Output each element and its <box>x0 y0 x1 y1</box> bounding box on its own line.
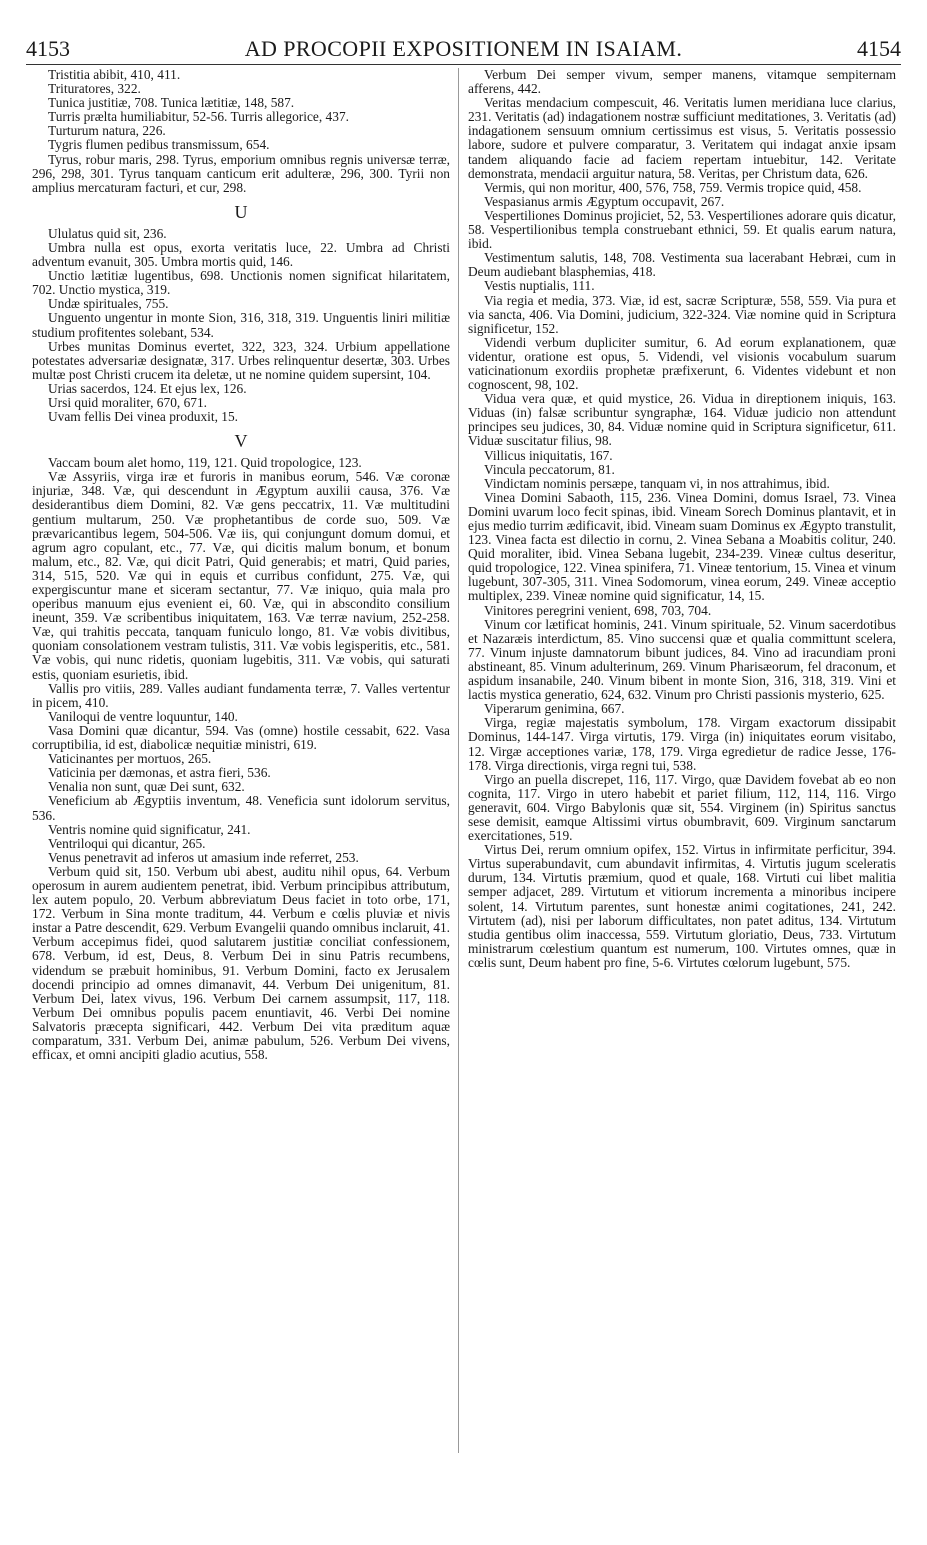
index-entry: Tyrus, robur maris, 298. Tyrus, emporium omnibus regnis universæ terræ, 296, 298, 301. Tyrus tanquam canticum erit adulteræ, 296, 300. Tyrii non amplius mercaturam facturi, et cur, 298. <box>32 151 450 195</box>
index-entry: Unguento ungentur in monte Sion, 316, 318, 319. Unguentis liniri militiæ studium profitentes solebant, 534. <box>32 310 450 340</box>
index-entry: Turturum natura, 226. <box>48 123 166 139</box>
index-entry: Vinea Domini Sabaoth, 115, 236. Vinea Domini, domus Israel, 73. Vinea Domini uvarum loco fecit spinas, ibid. Vineam Sorech Dominus plantavit, et in ejus medio turrim ædificavit, ibid. Vineam suam Dominus ex Ægypto transtulit, 123. Vinea facta est dilectio in cornu, 2. Vinea Sebana a Moabitis colitur, 240. Quid moraliter, ibid. Vinea Sebana lugebit, 234-239. Vineæ cultus deseritur, quid tropologice, 122. Vinea spinifera, 71. Vineæ tentorium, 15. Vinea et vinum lugebunt, 307-305, 311. Vinea Sodomorum, vinea eorum, 249. Vineæ acceptio multiplex, 239. Vineæ nomine quid significatur, 14, 15. <box>468 489 896 604</box>
index-entry: Vespertiliones Dominus projiciet, 52, 53. Vespertiliones adorare quis dicatur, 58. Vespertilionibus templa construebant ethnici, 59. Et qualis earum natura, ibid. <box>468 207 896 252</box>
index-entry: Væ Assyriis, virga iræ et furoris in manibus eorum, 546. Væ coronæ injuriæ, 348. Væ, qui descendunt in Ægyptum auxilii causa, 376. Væ desiderantibus diem Domini, 82. Væ gens peccatrix, 11. Væ multitudini gentium multarum, 250. Væ prophetantibus de corde suo, 509. Væ prævaricantibus legem, 504-506. Væ iis, qui conjungunt domum domui, et agrum agro copulant, etc., 77. Væ, qui dicitis malum bonum, et bonum malum, etc., 82. Væ, qui dicit Patri, Quid generabis; et matri, Quid paries, 314, 515, 520. Væ qui in equis et curribus confidunt, 275. Væ, qui expergiscuntur mane et siceram sectantur, 77. Væ iniquo, quia mala pro operibus manuum ejus evenient ei, 60. Væ, qui in abscondito consilium ineunt, 359. Væ scribentibus iniquitatem, 163. Væ terræ navium, 252-258. Væ, qui trahitis peccata, tanquam funiculo longo, 81. Væ vobis divitibus, quoniam consolationem vestram tulistis, 311. Væ vobis legisperitis, etc., 581. Væ vobis, qui nunc ridetis, quoniam lugebitis, 311. Væ vobis, qui saturati estis, quoniam esurietis, ibid. <box>32 469 450 682</box>
index-entry: Vaticinantes per mortuos, 265. <box>48 751 212 767</box>
index-entry: Turris prælta humiliabitur, 52-56. Turris allegorice, 437. <box>48 109 349 125</box>
index-entry: Vasa Domini quæ dicantur, 594. Vas (omne) hostile cessabit, 622. Vasa corruptibilia, id est, diabolicæ nequitiæ ministri, 619. <box>32 722 450 753</box>
index-entry: Vallis pro vitiis, 289. Valles audiant fundamenta terræ, 7. Valles vertentur in picem, 410. <box>32 680 450 710</box>
header-rule <box>26 64 901 65</box>
index-entry: Vinum cor lætificat hominis, 241. Vinum spirituale, 52. Vinum sacerdotibus et Nazaræis interdictum, 85. Vino succensi quæ et qualia committunt scelera, 77. Vinum injuste damnatorum bibunt judices, 84. Vino ad iracundiam proni abstineant, 85. Vinum adulterinum, 269. Vinum Pharisæorum, fel draconum, et aspidum insanabile, 240. Vinum bibent in monte Sion, 316, 318, 319. Vini et lactis mystica generatio, 624, 632. Vinum pro Christi passionis mysterio, 625. <box>468 616 896 703</box>
index-entry: Ursi quid moraliter, 670, 671. <box>48 394 208 410</box>
section-letter-v: V <box>234 431 248 452</box>
index-entry: Via regia et media, 373. Viæ, id est, sacræ Scripturæ, 558, 559. Via pura et via sancta, 406. Via Domini, judicium, 322-324. Viæ nomine quid in Scriptura significetur, 152. <box>468 292 896 336</box>
index-entry: Videndi verbum dupliciter sumitur, 6. Ad eorum explanationem, quæ videntur, oratione est opus, 5. Videndi, vel visionis vocabulum suarum vaticinationum exordiis prophetæ præfixerunt, 6. Videntes videbunt et non cognoscent, 98, 102. <box>468 334 896 393</box>
section-letter-u: U <box>234 201 248 222</box>
index-entry: Vaniloqui de ventre loquuntur, 140. <box>48 708 238 724</box>
column-number-right: 4154 <box>857 36 901 61</box>
index-entry: Undæ spirituales, 755. <box>48 296 169 312</box>
index-entry: Tygris flumen pedibus transmissum, 654. <box>48 137 270 153</box>
index-entry: Tunica justitiæ, 708. Tunica lætitiæ, 148, 587. <box>48 95 295 111</box>
right-column <box>468 68 896 970</box>
index-entry: Vestimentum salutis, 148, 708. Vestimenta sua lacerabant Hebræi, cum in Deum audiebant blasphemias, 418. <box>468 250 896 280</box>
index-entry: Tristitia abibit, 410, 411. <box>48 67 181 82</box>
index-entry: Verbum Dei semper vivum, semper manens, vitamque sempiternam afferens, 442. <box>468 67 896 97</box>
index-entry: Vestis nuptialis, 111. <box>484 278 595 294</box>
entries-t <box>32 68 450 195</box>
index-entry: Ululatus quid sit, 236. <box>48 225 167 241</box>
index-entry: Umbra nulla est opus, exorta veritatis luce, 22. Umbra ad Christi adventum evanuit, 305. Umbra mortis quid, 146. <box>32 239 450 270</box>
index-entry: Venus penetravit ad inferos ut amasium inde referret, 253. <box>48 849 359 865</box>
index-entry: Veneficium ab Ægyptiis inventum, 48. Veneficia sunt idolorum servitus, 536. <box>32 793 450 823</box>
page-title: AD PROCOPII EXPOSITIONEM IN ISAIAM. <box>244 36 683 61</box>
column-number-left: 4153 <box>26 36 70 61</box>
index-entry: Vidua vera quæ, et quid mystice, 26. Vidua in direptionem iniquis, 163. Viduas (in) falsæ scribuntur syngraphæ, 164. Viduæ judicio non attendunt principes seu judices, 30, 84. Viduæ nomine quid in Scriptura significetur, 611. Viduæ suscitatur filius, 98. <box>468 391 896 449</box>
index-entry: Veritas mendacium compescuit, 46. Veritatis lumen meridiana luce clarius, 231. Veritatis (ad) indagationem nostræ sufficiunt meditationes, 3. Veritatis (ad) indagationem sensuum omnium certissimus est visus, 5. Veritatis possessio labore, sudore et pulvere comparatur, 3. Veritatem qui indagat anxie ipsam tandem aliquando facie ad faciem repertam intuebitur, 142. Veritate demonstrata, mendacii arguitur natura, 58. Veritas, per Christum data, 626. <box>468 95 896 181</box>
index-entry: Urbes munitas Dominus evertet, 322, 323, 324. Urbium appellatione potestates adversariæ designatæ, 317. Urbes relinquentur desertæ, 303. Urbes multæ post Christi crucem ita deletæ, ut ne nomine quidem supersint, 104. <box>32 338 450 382</box>
index-entry: Villicus iniquitatis, 167. <box>484 447 613 463</box>
index-entry: Virtus Dei, rerum omnium opifex, 152. Virtus in infirmitate perficitur, 394. Virtus superabundavit, cum abundavit infirmitas, 4. Virtutis jugum sceleratis durum, 134. Virtutis præmium, quod et quale, 168. Virtuti cui libet malitia semper adjacet, 289. Virtutum et vitiorum incrementa a minoribus incipere solent, 14. Virtutum parentes, sunt honestæ animi cogitationes, 241, 242. Virtutem (ad), nisi per laborum difficultates, non patet aditus, 134. Virtutum studia gentibus olim inaccessa, 559. Virtutum gloriatio, Deus, 733. Virtutum ministrarum cœlestium quantum est numerum, 100. Virtutes omnes, quæ in cœlis sunt, Deum habent pro fine, 5-6. Virtutes cœlorum lugebunt, 575. <box>468 842 896 970</box>
index-entry: Ventriloqui qui dicantur, 265. <box>48 835 206 851</box>
index-entry: Virga, regiæ majestatis symbolum, 178. Virgam exactorum dissipabit Dominus, 144-147. Virga virtutis, 179. Virga (in) iniquitates eorum visitabo, 12. Virgæ acceptiones variæ, 178, 179. Virga egredietur de radice Jesse, 176-178. Virga directionis, virga regni tui, 538. <box>468 715 896 773</box>
index-entry: Vindictam nominis persæpe, tanquam vi, in nos attrahimus, ibid. <box>484 475 830 491</box>
index-entry: Trituratores, 322. <box>48 81 141 97</box>
index-entry: Vincula peccatorum, 81. <box>484 461 615 477</box>
index-entry: Vaccam boum alet homo, 119, 121. Quid tropologice, 123. <box>48 455 362 471</box>
index-entry: Vinitores peregrini venient, 698, 703, 704. <box>484 602 712 618</box>
index-entry: Vespasianus armis Ægyptum occupavit, 267. <box>484 193 725 209</box>
running-header <box>26 36 901 66</box>
index-entry: Virgo an puella discrepet, 116, 117. Virgo, quæ Davidem fovebat ab eo non cognita, 117. Virgo in utero habebit et pariet filium, 112, 114, 116. Virgo generavit, 604. Virgo Babylonis quæ sit, 554. Virginem (in) Spiritus sanctus sese demisit, eamque Altissimi virtus obumbravit, 609. Virginum sanctarum exercitationes, 519. <box>468 771 896 844</box>
index-entry: Vaticinia per dæmonas, et astra fieri, 536. <box>48 765 271 781</box>
left-column <box>32 68 450 1062</box>
index-entry: Ventris nomine quid significatur, 241. <box>48 821 251 837</box>
entries-v <box>32 456 450 1062</box>
entries-u <box>32 227 450 424</box>
index-entry: Venalia non sunt, quæ Dei sunt, 632. <box>48 779 245 795</box>
index-entry: Uvam fellis Dei vinea produxit, 15. <box>48 409 239 425</box>
index-entry: Unctio lætitiæ lugentibus, 698. Unctionis nomen significat hilaritatem, 702. Unctio mystica, 319. <box>32 268 450 298</box>
index-entry: Urias sacerdos, 124. Et ejus lex, 126. <box>48 380 247 396</box>
index-entry: Vermis, qui non moritur, 400, 576, 758, 759. Vermis tropice quid, 458. <box>484 179 862 195</box>
index-entry: Verbum quid sit, 150. Verbum ubi abest, auditu nihil opus, 64. Verbum operosum in aurem audientem penetrat, ibid. Verbum principibus attributum, lex autem populo, 20. Verbum abbreviatum Deus faciet in toto orbe, 171, 172. Verbum in Sina monte traditum, 44. Verbum e cœlis pluviæ et nivis instar a Patre descendit, 629. Verbum Evangelii quando omnibus inclaruit, 41. Verbum accepimus fidei, quod salutarem justitiæ conciliat confessionem, 678. Verbum, id est, Deus, 8. Verbum Dei in sinu Patris recumbens, videndum se præbuit hominibus, 91. Verbum Domini, facto ex Jerusalem docendi principio ad omnes dimanavit, 44. Verbum Dei unigenitum, 81. Verbum Dei, latex vivus, 196. Verbum Dei carnem assumpsit, 117, 118. Verbum Dei omnibus populis pacem enuntiavit, 46. Verbi Dei nomine Salvatoris præcepta significari, 442. Verbum Dei vita præditum aquæ comparatum, 331. Verbum Dei, animæ pabulum, 526. Verbum Dei vivens, efficax, et omni ancipiti gladio acutius, 558. <box>32 863 450 1063</box>
index-entry: Viperarum genimina, 667. <box>484 701 625 717</box>
column-divider <box>458 68 459 1453</box>
